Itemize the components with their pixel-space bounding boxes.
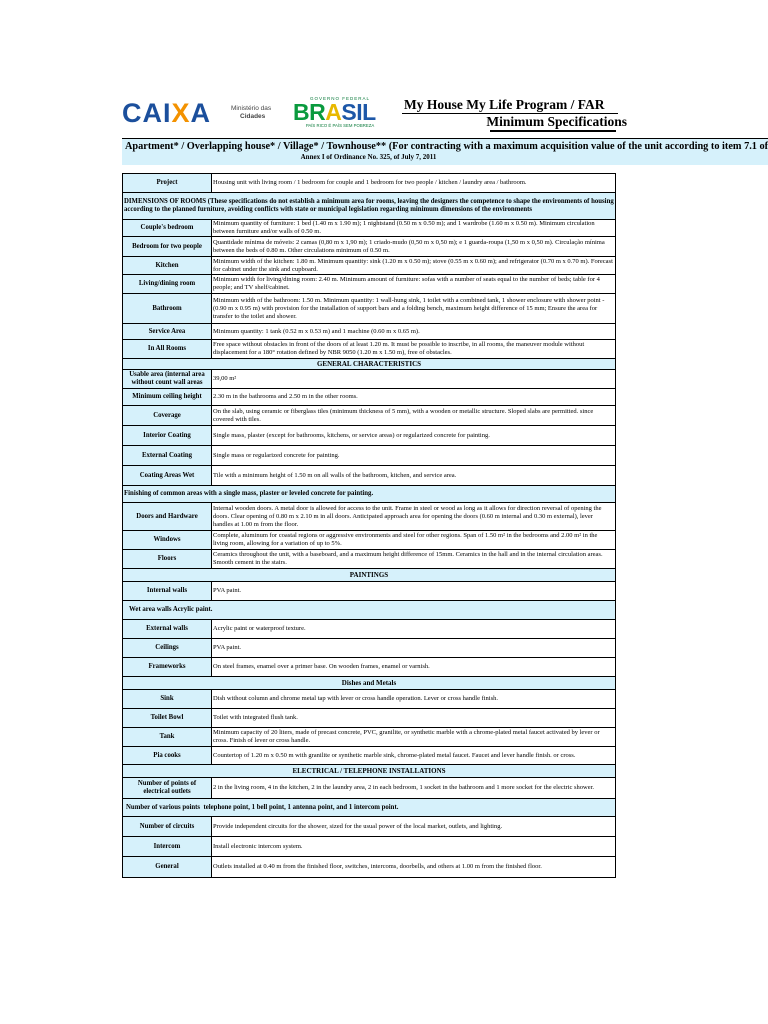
row-value: Install electronic intercom system. <box>212 837 616 857</box>
table-row <box>123 275 616 294</box>
row-label: Doors and Hardware <box>123 503 212 531</box>
row-label: Tank <box>123 728 212 747</box>
row-label: Kitchen <box>123 257 212 275</box>
row-value: Tile with a minimum height of 1.50 m on all walls of the bathroom, kitchen, and service area. <box>212 466 616 486</box>
subtitle-underline <box>490 130 616 132</box>
table-row <box>123 220 616 237</box>
table-row <box>123 709 616 728</box>
section-electrical: ELECTRICAL / TELEPHONE INSTALLATIONS <box>123 765 616 778</box>
row-label: Floors <box>123 550 212 569</box>
row-label: Project <box>123 174 212 193</box>
row-label: Coverage <box>123 406 212 426</box>
row-label: Pia cooks <box>123 747 212 765</box>
annex-reference: Annex I of Ordinance No. 325, of July 7, 2011 <box>300 153 437 161</box>
table-row <box>123 486 616 503</box>
table-row <box>123 765 616 778</box>
row-value: Internal wooden doors. A metal door is allowed for access to the unit. Frame in steel or wood as long as it allows for direction reversal of opening the doors. Clear opening of 0.80 m x 2.10 m in all doors. Anticipated approach area for opening the doors (0.60 m internal and 0.30 m external), lever handles at 1.00 m from the floor. <box>212 503 616 531</box>
row-value: Outlets installed at 0.40 m from the finished floor, switches, intercoms, doorbells, and others at 1.00 m from the finished floor. <box>212 857 616 878</box>
table-row <box>123 257 616 275</box>
table-row <box>123 426 616 446</box>
table-row <box>123 582 616 601</box>
section-dimensions: DIMENSIONS OF ROOMS (These specifications do not establish a minimum area for rooms, leaving the designers the competence to shape the environments of housing according to the planned furniture, avoiding conflicts with state or municipal legislation regarding minimum dimensions of the environments <box>123 193 616 220</box>
row-label: Toilet Bowl <box>123 709 212 728</box>
row-label: Ceilings <box>123 639 212 658</box>
table-row <box>123 174 616 193</box>
row-value: Acrylic paint or waterproof texture. <box>212 620 616 639</box>
row-label: External walls <box>123 620 212 639</box>
row-label: Couple's bedroom <box>123 220 212 237</box>
row-value: Ceramics throughout the unit, with a baseboard, and a maximum height difference of 15mm. Ceramics in the hall and in the internal circulation areas. Smooth cement in the stairs. <box>212 550 616 569</box>
table-row <box>123 857 616 878</box>
table-row <box>123 370 616 389</box>
row-value: Minimum capacity of 20 liters, made of precast concrete, PVC, granilite, or synthetic marble with a chrome-plated metal faucet activated by lever or cross. Finish of lever or cross handle. <box>212 728 616 747</box>
row-value: Quantidade mínima de móveis: 2 camas (0,80 m x 1,90 m); 1 criado-mudo (0,50 m x 0,50 m); e 1 guarda-roupa (1,50 m x 0,50 m). Circulação mínima between the beds of 0.80 m. Other circulations minimum of 0.50 m. <box>212 237 616 257</box>
row-value: Minimum quantity: 1 tank (0.52 m x 0.53 m) and 1 machine (0.60 m x 0.65 m). <box>212 324 616 340</box>
row-label: Number of points of electrical outlets <box>123 778 212 799</box>
table-row <box>123 620 616 639</box>
table-row <box>123 340 616 359</box>
row-label: External Coating <box>123 446 212 466</box>
ministerio-logo: Ministério das Cidades <box>231 105 272 120</box>
table-row <box>123 639 616 658</box>
table-row <box>123 531 616 550</box>
row-label: General <box>123 857 212 878</box>
row-value: Single mass or regularized concrete for painting. <box>212 446 616 466</box>
row-value: Countertop of 1.20 m x 0.50 m with granilite or synthetic marble sink, chrome-plated metal faucet. Faucet and lever handle finish. or cross. <box>212 747 616 765</box>
row-label: Service Area <box>123 324 212 340</box>
row-label: Living/dining room <box>123 275 212 294</box>
row-value: On steel frames, enamel over a primer base. On wooden frames, enamel or varnish. <box>212 658 616 677</box>
row-label: Number of circuits <box>123 817 212 837</box>
row-value: PVA paint. <box>212 639 616 658</box>
table-row <box>123 728 616 747</box>
row-value: On the slab, using ceramic or fiberglass tiles (minimum thickness of 5 mm), with a wooden or metallic structure. Sloped slabs are permitted. since covered with tiles. <box>212 406 616 426</box>
row-value: PVA paint. <box>212 582 616 601</box>
table-row <box>123 817 616 837</box>
row-value: 2.30 m in the bathrooms and 2.50 m in the other rooms. <box>212 389 616 406</box>
table-row <box>123 799 616 817</box>
page-subtitle: Minimum Specifications <box>486 114 627 129</box>
section-paintings: PAINTINGS <box>123 569 616 582</box>
document-header <box>0 0 768 140</box>
row-value: Minimum width of the bathroom: 1.50 m. Minimum quantity: 1 wall-hung sink, 1 toilet with a combined tank, 1 shower enclosure with shower point - (0.90 m x 0.95 m) with provision for the installation of support bars and a folding bench, maximum height difference of 15 mm; Ensure the area for transfer to the toilet and shower. <box>212 294 616 324</box>
unit-type-banner <box>122 138 768 165</box>
various-points: Number of various points telephone point, 1 bell point, 1 antenna point, and 1 intercom point. <box>123 799 616 817</box>
table-row <box>123 677 616 690</box>
table-row <box>123 389 616 406</box>
table-row <box>123 569 616 582</box>
table-row <box>123 406 616 426</box>
table-row <box>123 359 616 370</box>
table-row <box>123 466 616 486</box>
row-value: Provide independent circuits for the shower, sized for the usual power of the local market, outlets, and lighting. <box>212 817 616 837</box>
specifications-table <box>122 173 616 878</box>
row-label: Intercom <box>123 837 212 857</box>
row-value: 2 in the living room, 4 in the kitchen, 2 in the laundry area, 2 in each bedroom, 1 socket in the bathroom and 1 more socket for the electric shower. <box>212 778 616 799</box>
table-row <box>123 324 616 340</box>
brasil-logo: GOVERNO FEDERAL BRASIL PAÍS RICO É PAÍS SEM POBREZA <box>293 96 376 128</box>
table-row <box>123 446 616 466</box>
section-general-characteristics: GENERAL CHARACTERISTICS <box>123 359 616 370</box>
section-dishes-metals: Dishes and Metals <box>123 677 616 690</box>
row-label: Windows <box>123 531 212 550</box>
table-row <box>123 237 616 257</box>
row-value: Minimum width for living/dining room: 2.40 m. Minimum amount of furniture: sofas with a number of seats equal to the number of beds; table for 4 people; and TV shelf/cabinet. <box>212 275 616 294</box>
table-row <box>123 193 616 220</box>
row-label: Usable area (internal area without count wall areas <box>123 370 212 389</box>
row-label: Frameworks <box>123 658 212 677</box>
row-value: Toilet with integrated flush tank. <box>212 709 616 728</box>
table-row <box>123 690 616 709</box>
table-row <box>123 503 616 531</box>
wet-area-walls: Wet area walls Acrylic paint. <box>123 601 616 620</box>
row-label: Sink <box>123 690 212 709</box>
table-row <box>123 747 616 765</box>
table-row <box>123 294 616 324</box>
row-label: Minimum ceiling height <box>123 389 212 406</box>
row-label: Internal walls <box>123 582 212 601</box>
page-title: My House My Life Program / FAR <box>402 96 618 114</box>
row-value: Free space without obstacles in front of the doors of at least 1.20 m. It must be possible to inscribe, in all rooms, the maneuver module without displacement for a 180° rotation defined by NBR 9050 (1.20 m x 1.50 m), free of obstacles. <box>212 340 616 359</box>
row-label: Bedroom for two people <box>123 237 212 257</box>
row-value: Housing unit with living room / 1 bedroom for couple and 1 bedroom for two people / kitchen / laundry area / bathroom. <box>212 174 616 193</box>
finishing-common-areas: Finishing of common areas with a single mass, plaster or leveled concrete for painting. <box>123 486 616 503</box>
row-value: Single mass, plaster (except for bathrooms, kitchens, or service areas) or regularized concrete for painting. <box>212 426 616 446</box>
row-label: Interior Coating <box>123 426 212 446</box>
row-label: In All Rooms <box>123 340 212 359</box>
table-row <box>123 778 616 799</box>
row-label: Bathroom <box>123 294 212 324</box>
table-row <box>123 550 616 569</box>
row-value: Minimum quantity of furniture: 1 bed (1.40 m x 1.90 m); 1 nightstand (0.50 m x 0.50 m); and 1 wardrobe (1.60 m x 0.50 m). Minimum circulation between furniture and/or walls of 0.50 m. <box>212 220 616 237</box>
caixa-logo: CAIXA <box>122 98 212 128</box>
banner-title: Apartment* / Overlapping house* / Village* / Townhouse** (For contracting with a maximum acquisition value of the unit according to item 7.1 of <box>125 141 768 152</box>
table-row <box>123 601 616 620</box>
row-label: Coating Areas Wet <box>123 466 212 486</box>
row-value: Complete, aluminum for coastal regions or aggressive environments and steel for other regions. Span of 1.50 m² in the bedrooms and 2.00 m² in the living room, allowing for a variation of up to 5%. <box>212 531 616 550</box>
table-row <box>123 837 616 857</box>
table-row <box>123 658 616 677</box>
row-value: 39,00 m² <box>212 370 616 389</box>
row-value: Minimum width of the kitchen: 1.80 m. Minimum quantity: sink (1.20 m x 0.50 m); stove (0.55 m x 0.60 m); and refrigerator (0.70 m x 0.70 m). Forecast for cabinet under the sink and cupboard. <box>212 257 616 275</box>
row-value: Dish without column and chrome metal tap with lever or cross handle operation. Lever or cross handle finish. <box>212 690 616 709</box>
